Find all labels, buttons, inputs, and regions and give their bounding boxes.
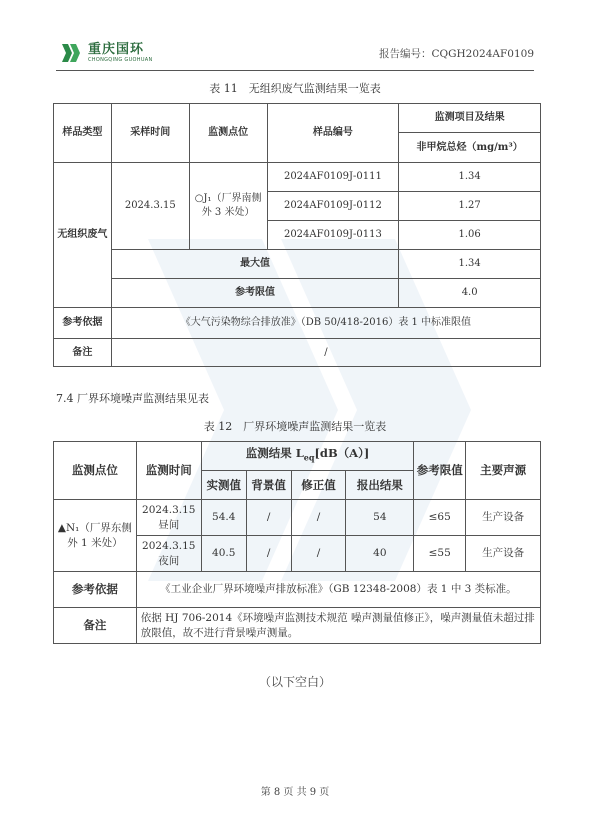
company-name-cn: 重庆国环 [88,41,145,57]
header-divider [56,70,534,71]
th-monitoring-point: 监测点位 [189,104,267,163]
th-source: 主要声源 [466,442,541,500]
max-label: 最大值 [111,250,398,279]
sample-number-cell: 2024AF0109J-0112 [267,192,399,221]
th-time: 监测时间 [136,442,201,500]
measured-cell: 54.4 [201,500,246,536]
source-cell: 生产设备 [466,500,541,536]
blank-note: （以下空白） [258,675,331,689]
noise-point-cell: ▲N₁（厂界东侧外 1 米处） [54,500,137,572]
waste-gas-table [53,103,541,367]
date-text: 2024.3.15 [142,539,196,552]
th-measured: 实测值 [201,471,246,500]
remark-value: / [111,339,540,367]
th-result-sub: eq [303,452,315,463]
th-sampling-time: 采样时间 [111,104,189,163]
result-cell: 1.27 [399,192,541,221]
table12-caption: 表 12 厂界环境噪声监测结果一览表 [203,420,387,433]
th-result [201,442,414,471]
sample-type-cell: 无组织废气 [54,163,112,308]
background-cell: / [246,536,291,572]
limit-value: 4.0 [399,279,541,308]
background-cell: / [246,500,291,536]
reported-cell: 40 [346,536,414,572]
source-cell: 生产设备 [466,536,541,572]
sampling-date-cell: 2024.3.15 [111,163,189,250]
th-reported: 报出结果 [346,471,414,500]
measured-cell: 40.5 [201,536,246,572]
time-cell [136,536,201,572]
th-sample-number: 样品编号 [267,104,399,163]
monitoring-point-cell: ○J₁（厂界南侧外 3 米处） [189,163,267,250]
logo-icon [60,42,84,64]
reported-cell: 54 [346,500,414,536]
basis-value: 《大气污染物综合排放准》（DB 50/418-2016）表 1 中标准限值 [111,308,540,339]
corrected-cell: / [291,536,346,572]
noise-remark-label: 备注 [54,608,137,644]
limit-label: 参考限值 [111,279,398,308]
noise-basis-label: 参考依据 [54,572,137,608]
date-text: 2024.3.15 [142,503,196,516]
report-number: 报告编号：CQGH2024AF0109 [379,48,534,60]
limit-cell: ≤65 [414,500,466,536]
th-result-suffix: [dB（A）] [314,446,370,461]
sample-number-cell: 2024AF0109J-0111 [267,163,399,192]
basis-label: 参考依据 [54,308,112,339]
sample-number-cell: 2024AF0109J-0113 [267,221,399,250]
noise-table [53,441,541,644]
period-text: 昼间 [158,518,180,531]
th-limit: 参考限值 [414,442,466,500]
result-cell: 1.34 [399,163,541,192]
table11-caption: 表 11 无组织废气监测结果一览表 [209,82,381,95]
noise-remark-value: 依据 HJ 706-2014《环境噪声监测技术规范 噪声测量值修正》，噪声测量值未超过排放限值，故不进行背景噪声测量。 [136,608,540,644]
th-corrected: 修正值 [291,471,346,500]
th-background: 背景值 [246,471,291,500]
corrected-cell: / [291,500,346,536]
company-logo [60,42,153,64]
result-cell: 1.06 [399,221,541,250]
th-items-results: 监测项目及结果 [399,104,541,133]
limit-cell: ≤55 [414,536,466,572]
time-cell [136,500,201,536]
th-sample-type: 样品类型 [54,104,112,163]
remark-label: 备注 [54,339,112,367]
max-value: 1.34 [399,250,541,279]
th-nmhc: 非甲烷总烃（mg/m³） [399,133,541,163]
th-point: 监测点位 [54,442,137,500]
company-name-en: CHONGQING GUOHUAN [88,56,153,63]
page-footer: 第 8 页 共 9 页 [260,787,330,798]
period-text: 夜间 [158,554,180,567]
section-title: 7.4 厂界环境噪声监测结果见表 [56,392,209,405]
noise-basis-value: 《工业企业厂界环境噪声排放标准》（GB 12348-2008）表 1 中 3 类标准。 [136,572,540,608]
th-result-prefix: 监测结果 L [245,446,304,461]
